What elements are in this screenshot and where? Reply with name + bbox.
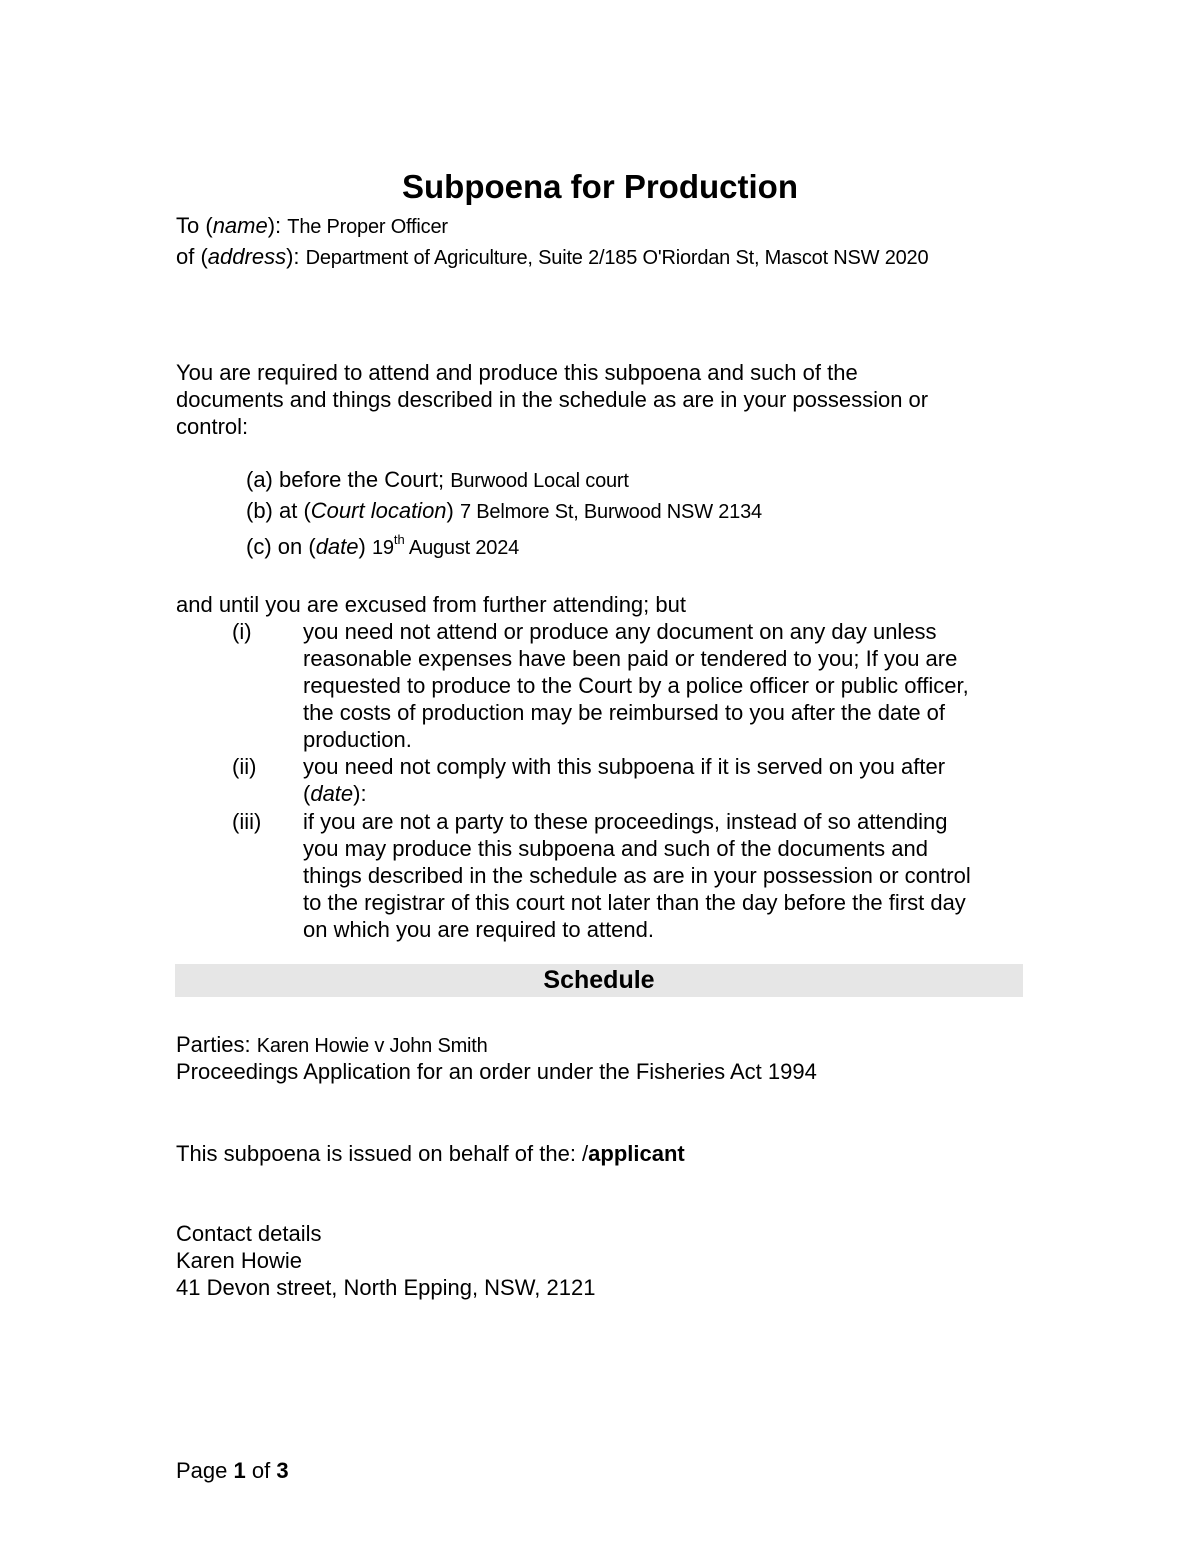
condition-text — [303, 753, 945, 807]
court-date-suffix: th — [393, 531, 405, 547]
condition-line: to the registrar of this court not later than the day before the first day — [303, 890, 966, 915]
document-title: Subpoena for Production — [402, 168, 798, 205]
court-b-prefix: (b) at ( — [246, 498, 311, 523]
footer-page-total: 3 — [276, 1458, 289, 1483]
condition-text — [303, 618, 969, 753]
date-label: date — [310, 781, 354, 806]
intro-paragraph — [176, 359, 928, 440]
condition-number: (iii) — [232, 809, 262, 834]
parties-line — [176, 1031, 488, 1060]
condition-line: reasonable expenses have been paid or tendered to you; If you are — [303, 646, 958, 671]
contact-heading: Contact details — [176, 1221, 322, 1246]
recipient-address-line — [176, 243, 928, 272]
date-prefix: ( — [303, 781, 311, 806]
parties-label: Parties: — [176, 1032, 257, 1057]
contact-name: Karen Howie — [176, 1248, 302, 1273]
condition-line — [303, 780, 945, 807]
to-prefix: To ( — [176, 213, 213, 238]
to-label: name — [212, 213, 268, 238]
court-c-suffix: ) — [358, 534, 372, 559]
parties-value: Karen Howie v John Smith — [256, 1035, 488, 1057]
recipient-name: The Proper Officer — [287, 216, 448, 238]
court-date-day: 19 — [371, 537, 394, 559]
condition-line: on which you are required to attend. — [303, 917, 655, 942]
condition-line: you need not attend or produce any document on any day unless — [303, 619, 937, 644]
court-a-prefix: (a) before the Court; — [246, 467, 451, 492]
behalf-prefix: This subpoena is issued on behalf of the: / — [176, 1141, 589, 1166]
contact-address: 41 Devon street, North Epping, NSW, 2121 — [176, 1275, 596, 1300]
footer-of: of — [245, 1458, 277, 1483]
of-label: address — [207, 244, 287, 269]
condition-line: you need not comply with this subpoena if it is served on you after — [303, 754, 946, 779]
condition-line: you may produce this subpoena and such of the documents and — [303, 836, 928, 861]
condition-line: requested to produce to the Court by a police officer or public officer, — [303, 673, 969, 698]
behalf-line — [176, 1140, 685, 1167]
court-line-a — [246, 466, 629, 495]
condition-line: things described in the schedule as are in your possession or control — [303, 863, 971, 888]
condition-number: (ii) — [232, 754, 257, 779]
of-suffix: ): — [286, 244, 306, 269]
of-prefix: of ( — [176, 244, 208, 269]
intro-line: You are required to attend and produce this subpoena and such of the — [176, 360, 858, 385]
court-line-b — [246, 497, 762, 526]
to-suffix: ): — [267, 213, 288, 238]
condition-text — [303, 808, 971, 943]
intro-line: documents and things described in the schedule as are in your possession or — [176, 387, 929, 412]
court-location: 7 Belmore St, Burwood NSW 2134 — [460, 501, 762, 523]
condition-line: if you are not a party to these proceedings, instead of so attending — [303, 809, 948, 834]
contact-block — [176, 1220, 595, 1301]
condition-line: production. — [303, 727, 412, 752]
court-line-c — [246, 533, 519, 562]
behalf-party: applicant — [588, 1141, 685, 1166]
footer-page-number: 1 — [233, 1458, 246, 1483]
court-b-suffix: ) — [446, 498, 460, 523]
court-c-prefix: (c) on ( — [246, 534, 316, 559]
intro-line: control: — [176, 414, 249, 439]
recipient-name-line — [176, 212, 448, 241]
date-suffix: ): — [353, 781, 367, 806]
court-date-rest: August 2024 — [404, 537, 520, 559]
schedule-heading: Schedule — [175, 964, 1023, 997]
until-text: and until you are excused from further attending; but — [176, 592, 686, 617]
court-b-label: Court location — [310, 498, 447, 523]
court-name: Burwood Local court — [450, 470, 629, 492]
court-c-label: date — [315, 534, 359, 559]
footer-page-label: Page — [176, 1458, 234, 1483]
recipient-address: Department of Agriculture, Suite 2/185 O'Riordan St, Mascot NSW 2020 — [305, 247, 929, 269]
condition-line: the costs of production may be reimbursed to you after the date of — [303, 700, 946, 725]
page-footer — [176, 1457, 289, 1484]
condition-number: (i) — [232, 619, 252, 644]
proceedings-line: Proceedings Application for an order under the Fisheries Act 1994 — [176, 1059, 817, 1084]
